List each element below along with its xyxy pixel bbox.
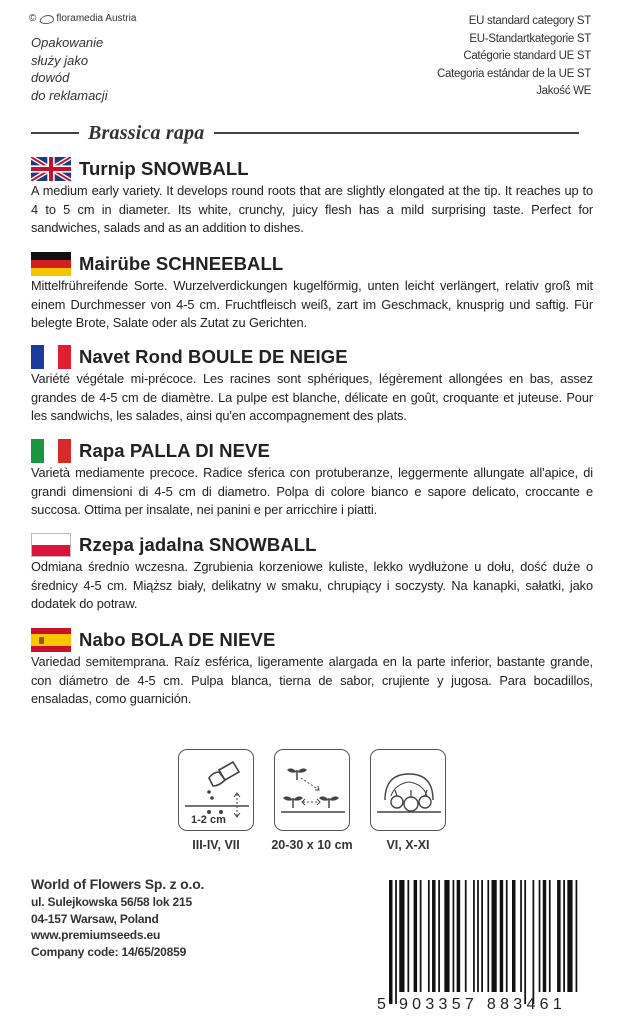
sowing-period-caption: III-IV, VII xyxy=(192,838,240,852)
complaint-line: służy jako xyxy=(31,52,89,68)
barcode-bar xyxy=(492,880,497,992)
species-heading xyxy=(31,121,579,145)
sowing-depth-label: 1-2 cm xyxy=(191,814,226,826)
section-spanish xyxy=(31,628,593,709)
section-french xyxy=(31,345,593,426)
section-title: Turnip SNOWBALL xyxy=(79,158,249,179)
complaint-note xyxy=(31,34,108,104)
section-english xyxy=(31,157,593,238)
barcode-bar xyxy=(549,880,551,992)
barcode-bar xyxy=(407,880,409,992)
pictograms xyxy=(178,749,446,831)
spain-flag-icon xyxy=(31,628,71,652)
spacing-caption: 20-30 x 10 cm xyxy=(271,838,353,852)
barcode-bar xyxy=(512,880,515,992)
harvest-icon xyxy=(370,749,446,831)
section-text: Mittelfrühreifende Sorte. Wurzelverdickungen kugelförmig, unten leicht verlängert, relativ groß mit einem Durchmesser von 4-5 cm. Fruchtfleisch weiß, zart im Geschmack, knusprig und saftig. Für belegte Brote, Salate oder als Zutat zu Gerichten. xyxy=(31,278,593,330)
divider-left xyxy=(31,132,79,134)
barcode-bar xyxy=(438,880,440,992)
barcode-bar xyxy=(444,880,449,992)
complaint-line: dowód xyxy=(31,70,70,85)
barcode-bar xyxy=(432,880,435,992)
barcode-bar xyxy=(533,880,535,1004)
barcode-bar xyxy=(481,880,483,992)
plant-spacing-icon xyxy=(274,749,350,831)
ean13-barcode-icon xyxy=(383,880,579,1012)
company-line: 04-157 Warsaw, Poland xyxy=(31,911,159,926)
barcode-bar xyxy=(399,880,404,992)
barcode-bar xyxy=(500,880,503,992)
divider-right xyxy=(214,132,579,134)
company-line: ul. Sulejkowska 56/58 lok 215 xyxy=(31,895,192,909)
barcode-bar xyxy=(506,880,508,992)
section-text: A medium early variety. It develops round roots that are slightly elongated at the tip. It reaches up to 4 to 5 cm in diameter. Its white, crunchy, juicy flesh has a mild surprising taste. Perfect for sandwiches, salads and as an addition to dishes. xyxy=(31,183,593,235)
sowing-depth-icon xyxy=(178,749,254,831)
brand-name: floramedia Austria xyxy=(56,13,137,24)
standard-line: Jakość WE xyxy=(536,85,591,97)
species-name: Brassica rapa xyxy=(88,121,205,144)
company-line: Company code: 14/65/20859 xyxy=(31,944,187,959)
standard-line: EU standard category ST xyxy=(468,15,591,27)
barcode-digits: 5 903357 883461 xyxy=(377,996,567,1013)
eu-standards xyxy=(437,13,591,101)
barcode-bar xyxy=(389,880,392,1004)
barcode-bar xyxy=(567,880,572,992)
section-italian xyxy=(31,439,593,520)
section-text: Odmiana średnio wczesna. Zgrubienia korzeniowe kuliste, lekko wydłużone u dołu, dość duże o średnicy 4-5 cm. Miąższ biały, delikatny w smaku, chrupiący i soczysty. Na kanapki, sałatki, jako dodatek do potraw. xyxy=(31,559,593,611)
floramedia-swirl-icon xyxy=(39,14,53,23)
barcode-bar xyxy=(543,880,546,992)
brand xyxy=(29,13,136,24)
germany-flag-icon xyxy=(31,252,71,276)
barcode-bar xyxy=(563,880,565,992)
section-text: Varietà mediamente precoce. Radice sferica con protuberanze, leggermente allungate all'apice, di grandi dimensioni di 4-5 cm di diametro. Polpa di colore bianco e sapore delicato, croccante e succosa. Ottima per insalate, nei panini e per arricchire i piatti. xyxy=(31,465,593,517)
company-website-link[interactable]: www.premiumseeds.eu xyxy=(31,928,161,942)
barcode-bar xyxy=(414,880,417,992)
standard-line: Catégorie standard UE ST xyxy=(463,50,591,62)
section-text: Variété végétale mi-précoce. Les racines sont sphériques, légèrement allongées en bas, assez grandes de 4-5 cm de diamètre. La pulpe est blanche, délicate en goût, croquante et juteuse. Pour les sandwichs, les salades, ainsi qu'en accompagnement des plats. xyxy=(31,371,593,423)
barcode-bar xyxy=(487,880,489,992)
standard-line: Categoria estándar de la UE ST xyxy=(436,67,591,80)
barcode-bar xyxy=(576,880,578,992)
barcode-bar xyxy=(557,880,560,992)
harvest-period-caption: VI, X-XI xyxy=(386,838,430,852)
section-polish xyxy=(31,533,593,614)
uk-flag-icon xyxy=(31,157,71,181)
copyright-symbol: © xyxy=(29,13,37,24)
barcode-bar xyxy=(473,880,475,992)
poland-flag-icon xyxy=(31,533,71,557)
barcode-bar xyxy=(395,880,397,1004)
company-info xyxy=(31,874,204,960)
barcode-bar xyxy=(539,880,541,992)
section-title: Nabo BOLA DE NIEVE xyxy=(79,629,276,650)
section-title: Rapa PALLA DI NEVE xyxy=(79,440,270,461)
complaint-line: Opakowanie xyxy=(31,35,104,50)
barcode-bar xyxy=(457,880,460,992)
barcode-bar xyxy=(420,880,422,992)
complaint-line: do reklamacji xyxy=(31,87,108,103)
france-flag-icon xyxy=(31,345,71,369)
section-title: Rzepa jadalna SNOWBALL xyxy=(79,534,317,555)
company-name: World of Flowers Sp. z o.o. xyxy=(31,876,205,892)
barcode-bar xyxy=(465,880,467,992)
section-german xyxy=(31,252,593,333)
section-title: Navet Rond BOULE DE NEIGE xyxy=(79,346,348,367)
section-title: Mairübe SCHNEEBALL xyxy=(79,253,284,274)
italy-flag-icon xyxy=(31,439,71,463)
barcode-bar xyxy=(453,880,455,992)
barcode-bar xyxy=(520,880,522,992)
section-text: Variedad semitemprana. Raíz esférica, ligeramente alargada en la parte inferior, bastante grande, con diámetro de 4-5 cm. Pulpa blanca, tierna de sabor, crujiente y jugosa. Para bocadillos, ensaladas, como guarnición. xyxy=(31,654,593,706)
barcode-bar xyxy=(428,880,430,992)
barcode-bar xyxy=(524,880,526,1004)
standard-line: EU-Standartkategorie ST xyxy=(469,32,591,45)
barcode-bar xyxy=(477,880,479,992)
